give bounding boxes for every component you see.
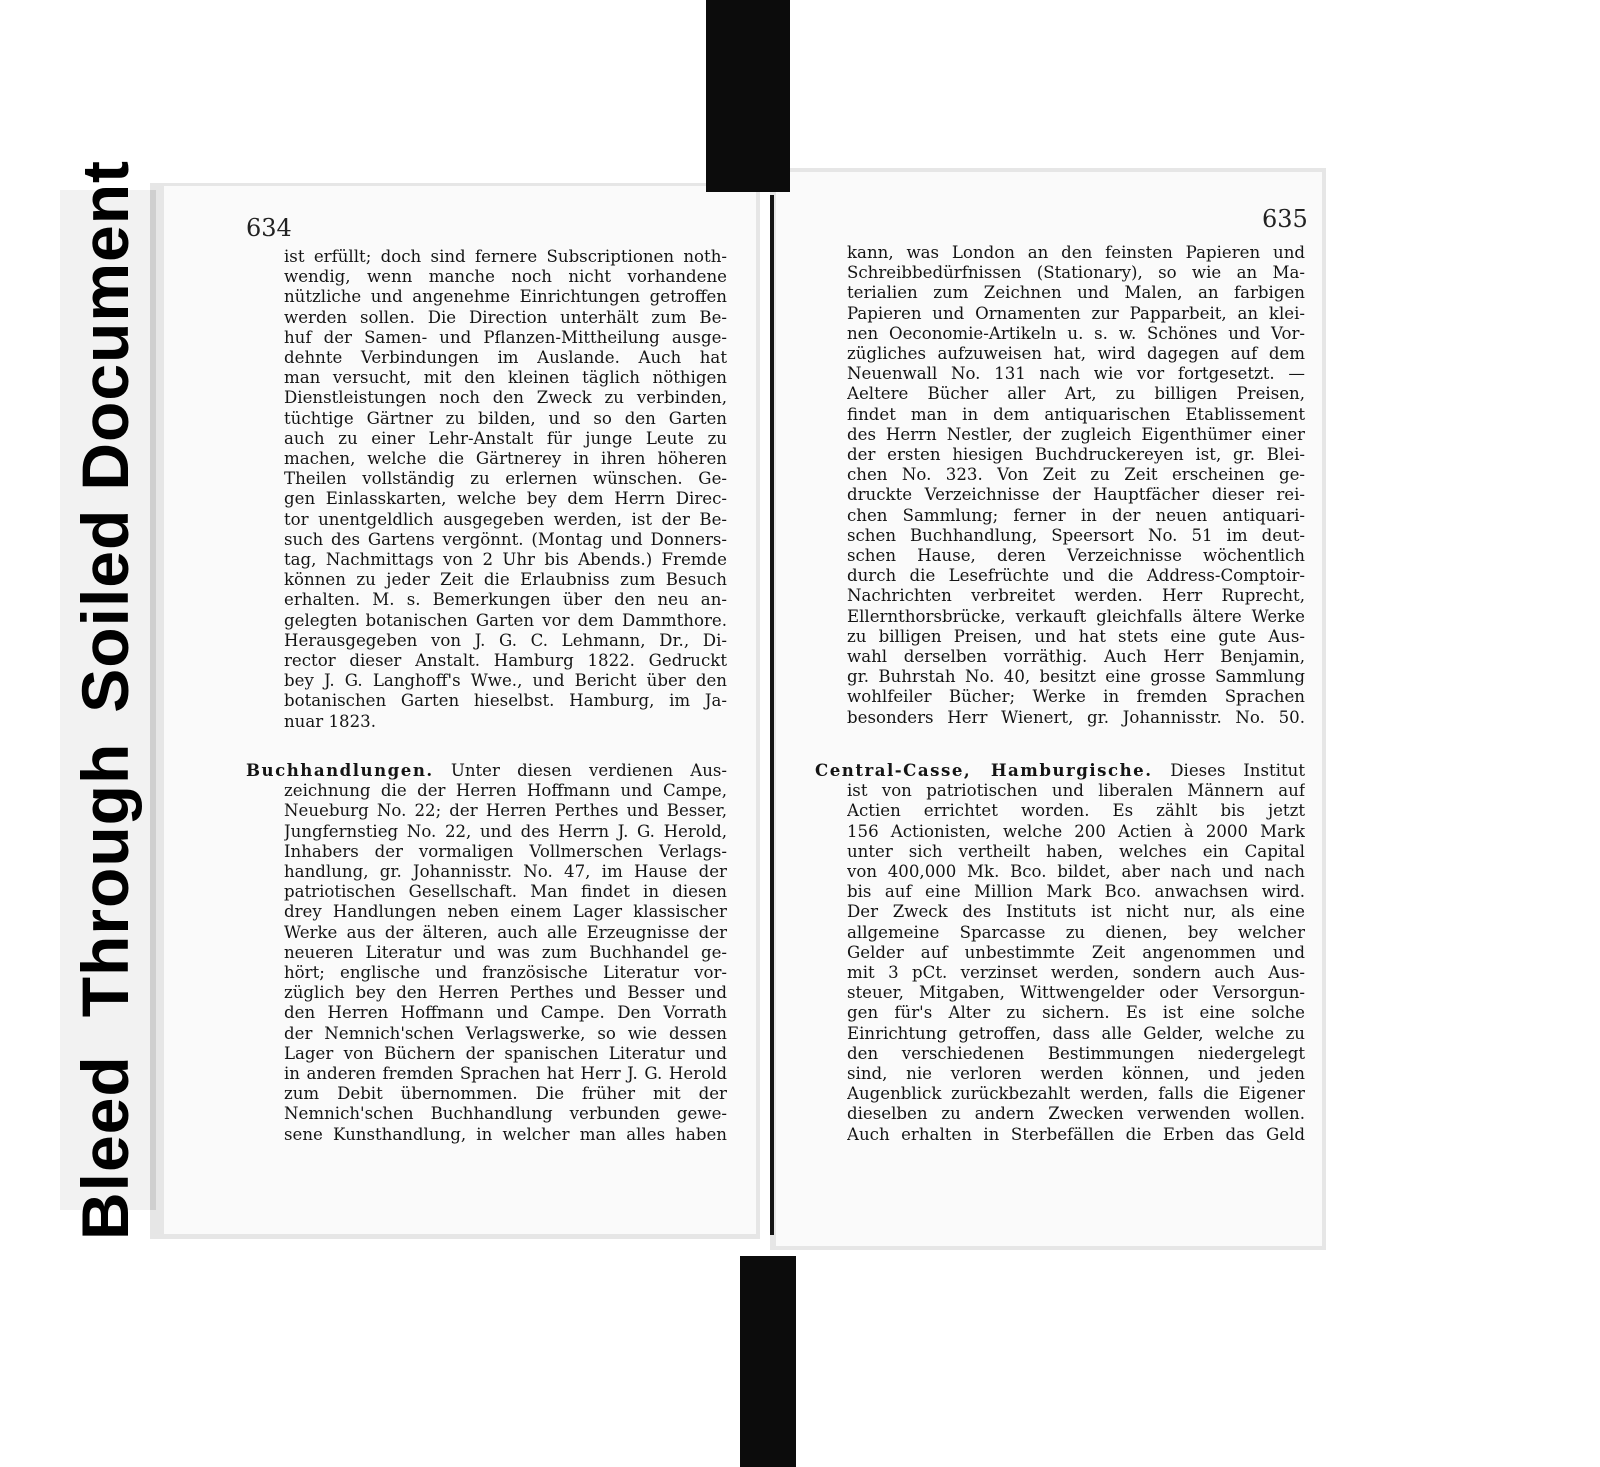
text-line: huf der Samen- und Pflanzen-Mittheilung ausge- (284, 327, 727, 347)
text-line: Neuenwall No. 131 nach wie vor fortgesetzt. — (847, 364, 1305, 384)
entry-first-text: Unter diesen verdienen Aus- (433, 761, 727, 780)
text-line: nützliche und angenehme Einrichtungen getroffen (284, 287, 727, 307)
text-line: Papieren und Ornamenten zur Papparbeit, an klei- (847, 303, 1305, 323)
stamp-word: Document (68, 159, 142, 491)
text-line: dieselben zu andern Zwecken verwenden wollen. (847, 1104, 1305, 1124)
text-line: Gelder auf unbestimmte Zeit angenommen und (847, 942, 1305, 962)
text-line: in anderen fremden Sprachen hat Herr J. G. Herold (284, 1064, 727, 1084)
text-line: 156 Actionisten, welche 200 Actien à 2000 Mark (847, 821, 1305, 841)
text-line: sene Kunsthandlung, in welcher man alles haben (284, 1124, 727, 1144)
stamp-word: Soiled (68, 508, 142, 713)
text-line: gen für's Alter zu sichern. Es ist eine solche (847, 1003, 1305, 1023)
text-line: Ellernthorsbrücke, verkauft gleichfalls ältere Werke (847, 606, 1305, 626)
text-line: Schreibbedürfnissen (Stationary), so wie an Ma- (847, 263, 1305, 283)
entry-heading: Buchhandlungen. (246, 760, 434, 780)
gutter-line (770, 195, 774, 1235)
gutter-bottom-shadow (740, 1256, 796, 1467)
text-line: hört; englische und französische Literatur vor- (284, 963, 727, 983)
text-line: steuer, Mitgaben, Wittwengelder oder Versorgun- (847, 983, 1305, 1003)
text-line: rector dieser Anstalt. Hamburg 1822. Gedruckt (284, 651, 727, 671)
text-line: tag, Nachmittags von 2 Uhr bis Abends.) Fremde (284, 550, 727, 570)
text-line: zügliches aufzuweisen hat, wird dagegen auf dem (847, 344, 1305, 364)
text-line: Aeltere Bücher aller Art, zu billigen Preisen, (847, 384, 1305, 404)
text-line: werden sollen. Die Direction unterhält zum Be- (284, 307, 727, 327)
text-line: kann, was London an den feinsten Papieren und (847, 243, 1305, 262)
text-line: schen Buchhandlung, Speersort No. 51 im deut- (847, 525, 1305, 545)
text-line: züglich bey den Herren Perthes und Besser und (284, 983, 727, 1003)
text-line: den Herren Hoffmann und Campe. Den Vorrath (284, 1003, 727, 1023)
text-line: erhalten. M. s. Bemerkungen über den neu an- (284, 590, 727, 610)
text-line: besonders Herr Wienert, gr. Johannisstr. No. 50. (847, 707, 1305, 727)
text-line: von 400,000 Mk. Bco. bildet, aber nach und nach (847, 862, 1305, 882)
left-page-entry (246, 760, 727, 1145)
text-line: können zu jeder Zeit die Erlaubniss zum Besuch (284, 570, 727, 590)
entry-first-line (815, 760, 1305, 781)
text-line: Nachrichten verbreitet werden. Herr Ruprecht, (847, 586, 1305, 606)
text-line: zeichnung die der Herren Hoffmann und Campe, (284, 781, 727, 801)
text-line: terialien zum Zeichnen und Malen, an farbigen (847, 283, 1305, 303)
text-line: gelegten botanischen Garten vor dem Dammthore. (284, 610, 727, 630)
text-line: bis auf eine Million Mark Bco. anwachsen wird. (847, 882, 1305, 902)
text-line: Auch erhalten in Sterbefällen die Erben das Geld (847, 1124, 1305, 1144)
text-line: Herausgegeben von J. G. C. Lehmann, Dr., Di- (284, 630, 727, 650)
text-line: Inhabers der vormaligen Vollmerschen Verlags- (284, 841, 727, 861)
text-line: gen Einlasskarten, welche bey dem Herrn Direc- (284, 489, 727, 509)
text-line: patriotischen Gesellschaft. Man findet in diesen (284, 882, 727, 902)
text-line: chen No. 323. Von Zeit zu Zeit erscheinen ge- (847, 465, 1305, 485)
text-line: Jungfernstieg No. 22, und des Herrn J. G. Herold, (284, 821, 727, 841)
text-line: such des Gartens vergönnt. (Montag und Donners- (284, 529, 727, 549)
right-page-entry (815, 760, 1305, 1145)
text-line: Werke aus der älteren, auch alle Erzeugnisse der (284, 922, 727, 942)
text-line: mit 3 pCt. verzinset werden, sondern auch Aus- (847, 963, 1305, 983)
text-line: Nemnich'schen Buchhandlung verbunden gewe- (284, 1104, 727, 1124)
text-line: botanischen Garten hieselbst. Hamburg, im Ja- (284, 691, 727, 711)
text-line: ist erfüllt; doch sind fernere Subscriptionen noth- (284, 247, 727, 266)
text-line: nuar 1823. (284, 711, 376, 731)
text-line: der ersten hiesigen Buchdruckereyen ist, gr. Blei- (847, 445, 1305, 465)
entry-first-text: Dieses Institut (1152, 761, 1305, 780)
text-line: Einrichtung getroffen, dass alle Gelder, welche zu (847, 1023, 1305, 1043)
text-line: findet man in dem antiquarischen Etablissement (847, 404, 1305, 424)
text-line: ist von patriotischen und liberalen Männern auf (847, 781, 1305, 801)
text-line: nen Oeconomie-Artikeln u. s. w. Schönes und Vor- (847, 323, 1305, 343)
text-line: zum Debit übernommen. Die früher mit der (284, 1084, 727, 1104)
gutter-top-shadow (706, 0, 790, 192)
text-line: tüchtige Gärtner zu bilden, und so den Garten (284, 408, 727, 428)
text-line: zu billigen Preisen, und hat stets eine gute Aus- (847, 626, 1305, 646)
text-line: wahl derselben vorräthig. Auch Herr Benjamin, (847, 647, 1305, 667)
text-line: Dienstleistungen noch den Zweck zu verbinden, (284, 388, 727, 408)
text-line: handlung, gr. Johannisstr. No. 47, im Hause der (284, 862, 727, 882)
entry-body (847, 781, 1305, 1145)
text-line: allgemeine Sparcasse zu dienen, bey welcher (847, 922, 1305, 942)
text-line: unter sich vertheilt haben, welches ein Capital (847, 841, 1305, 861)
text-line: Neueburg No. 22; der Herren Perthes und Besser, (284, 801, 727, 821)
text-line: schen Hause, deren Verzeichnisse wöchentlich (847, 546, 1305, 566)
text-line: tor unentgeldlich ausgegeben werden, ist der Be- (284, 509, 727, 529)
text-line: chen Sammlung; ferner in der neuen antiquari- (847, 505, 1305, 525)
text-line: wendig, wenn manche noch nicht vorhandene (284, 267, 727, 287)
text-line: machen, welche die Gärtnerey in ihren höheren (284, 449, 727, 469)
text-line: durch die Lesefrüchte und die Address-Comptoir- (847, 566, 1305, 586)
text-line: man versucht, mit den kleinen täglich nöthigen (284, 368, 727, 388)
text-line: drey Handlungen neben einem Lager klassischer (284, 902, 727, 922)
text-line: Augenblick zurückbezahlt werden, falls die Eigener (847, 1084, 1305, 1104)
text-line: auch zu einer Lehr-Anstalt für junge Leute zu (284, 428, 727, 448)
text-line: sind, nie verloren werden können, und jeden (847, 1064, 1305, 1084)
text-line: Der Zweck des Instituts ist nicht nur, als eine (847, 902, 1305, 922)
entry-body (284, 781, 727, 1145)
text-line: wohlfeiler Bücher; Werke in fremden Sprachen (847, 687, 1305, 707)
text-line: Lager von Büchern der spanischen Literatur und (284, 1043, 727, 1063)
text-line: neueren Literatur und was zum Buchhandel ge- (284, 942, 727, 962)
text-line: dehnte Verbindungen im Auslande. Auch hat (284, 348, 727, 368)
text-line: des Herrn Nestler, der zugleich Eigenthümer einer (847, 424, 1305, 444)
right-page-number: 635 (1262, 205, 1308, 233)
stamp-word: Through (68, 742, 142, 1018)
left-page-text (284, 247, 727, 732)
right-page-text (847, 243, 1305, 728)
entry-heading: Central-Casse, Hamburgische. (815, 760, 1153, 780)
text-line: druckte Verzeichnisse der Hauptfächer dieser rei- (847, 485, 1305, 505)
text-line: Theilen vollständig zu erlernen wünschen. Ge- (284, 469, 727, 489)
archival-stamp-label (67, 160, 143, 1240)
left-page-number: 634 (246, 214, 292, 242)
text-line: den verschiedenen Bestimmungen niedergelegt (847, 1043, 1305, 1063)
stamp-word: Bleed (68, 1055, 142, 1241)
text-line: gr. Buhrstah No. 40, besitzt eine grosse Sammlung (847, 667, 1305, 687)
text-line: bey J. G. Langhoff's Wwe., und Bericht über den (284, 671, 727, 691)
text-line: der Nemnich'schen Verlagswerke, so wie dessen (284, 1023, 727, 1043)
text-line: Actien errichtet worden. Es zählt bis jetzt (847, 801, 1305, 821)
entry-first-line (246, 760, 727, 781)
